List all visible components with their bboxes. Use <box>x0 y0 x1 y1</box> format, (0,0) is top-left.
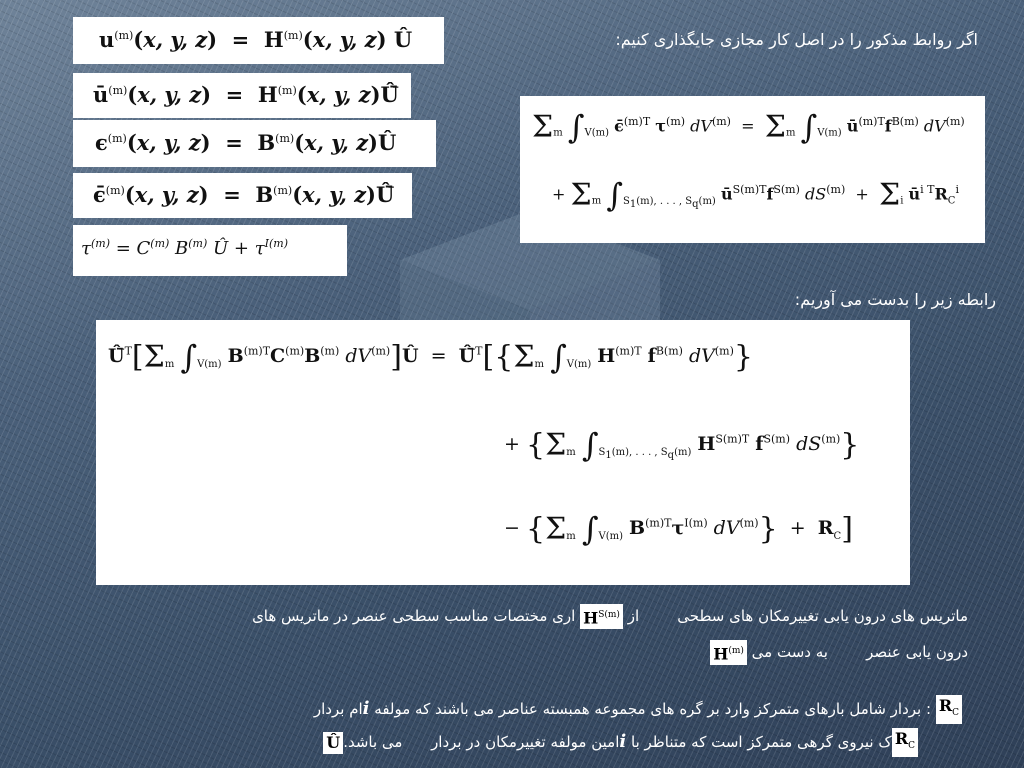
result-text: رابطه زیر را بدست می آوریم: <box>794 290 996 309</box>
i-index-1: i <box>362 698 370 720</box>
matrix-text-d: درون یابی عنصر <box>866 643 968 662</box>
result-equation: $Û̄^T[\Sigma_m$ $\int_{V(m)}$ $B^{(m)T}C^{(m)}B^{(m)}$ $dV^{(m)}]Û$ = $Û̄^T[\{\Sigma_m$ $\int_{V(m)}$ $H^{(m)T}$ $f^{B(m)}$ $dV^{(m)}$} + {$\Sigma_m$ $\int_{S_1(m), . . . , S_q(m)}$ $H^{S(m)T}$ $f^{S(m)}$ $dS^{(m)}$} − {$\Sigma_m$ $\int_{V(m)}$ $B^{(m)T}\tau^{I(m)}$ $dV^{(m)}\} + R_C$] <box>96 320 910 585</box>
rc-text-b: ام بردار <box>313 700 363 719</box>
equation-1 <box>73 17 444 64</box>
rc-description-line1 <box>314 695 962 724</box>
rc-text-e: می باشد. <box>343 733 403 752</box>
rc-description-line2 <box>323 728 918 757</box>
H-m-symbol: $H^{(m)}$ <box>710 640 747 665</box>
matrix-description-line2 <box>710 640 968 665</box>
rc-text-a: : بردار شامل بارهای متمرکز وارد بر گره های مجموعه همبسته عناصر می باشند که مولفه <box>374 700 932 719</box>
matrix-text-c: ارى مختصات مناسب سطحی عنصر در ماتریس های <box>252 607 576 626</box>
virtual-work-equation: $\Sigma_m$ $\int_{V(m)}$ ϵ̄$^{(m)T}$ $\tau^{(m)}$ $dV^{(m)} = \Sigma_m$ $\int_{V(m)}$ $ū^{(m)T}f^{B(m)}$ $dV^{(m)}$ + $\Sigma_m$ $\int_{S_1(m), . . . , S_q(m)}$ $ū^{S(m)T}f^{S(m)}$ $dS^{(m)} + \Sigma_i$ $ū^{i T}R_C^i$ <box>520 96 985 243</box>
equation-3: $\epsilon^{(m)}(x$, y, $z) = B^{(m)}(x$, y, z)Û <box>73 120 436 167</box>
equation-2: $ū^{(m)}(x$, y, $z) = H^{(m)}(x$, y, z)Û̄ <box>73 73 411 118</box>
matrix-text-b: از <box>627 607 640 626</box>
eq1-text: $u^{(m)}(x$, y, $z) = H^{(m)}(x$, y, z) Û <box>99 27 413 52</box>
U-hat-symbol: Û <box>323 732 343 754</box>
intro-text: اگر روابط مذکور را در اصل کار مجازی جایگذاری کنیم: <box>615 30 978 49</box>
R-C-symbol: $R_C$ <box>936 695 962 724</box>
equation-4: ϵ̄$^{(m)}$(x, y, $z) = B^{(m)}(x$, y, z)Û̄ <box>73 173 412 218</box>
matrix-description-line1 <box>252 604 968 629</box>
matrix-text-a: ماتریس های درون یابی تغییرمکان های سطحی <box>677 607 968 626</box>
equation-5: $\tau^{(m)} = C^{(m)}$ $B^{(m)}$ Û + $\tau^{I(m)}$ <box>73 225 347 276</box>
rc-text-c: ک نیروی گرهی متمرکز است که متناظر با <box>631 733 892 752</box>
rc-text-d: امین مولفه تغییرمکان در بردار <box>431 733 620 752</box>
matrix-text-e: به دست می <box>751 643 828 662</box>
R-C-symbol-2: $R_C$ <box>892 728 918 757</box>
H-S-symbol: $H^{S(m)}$ <box>580 604 623 629</box>
i-index-2: i <box>619 731 627 753</box>
